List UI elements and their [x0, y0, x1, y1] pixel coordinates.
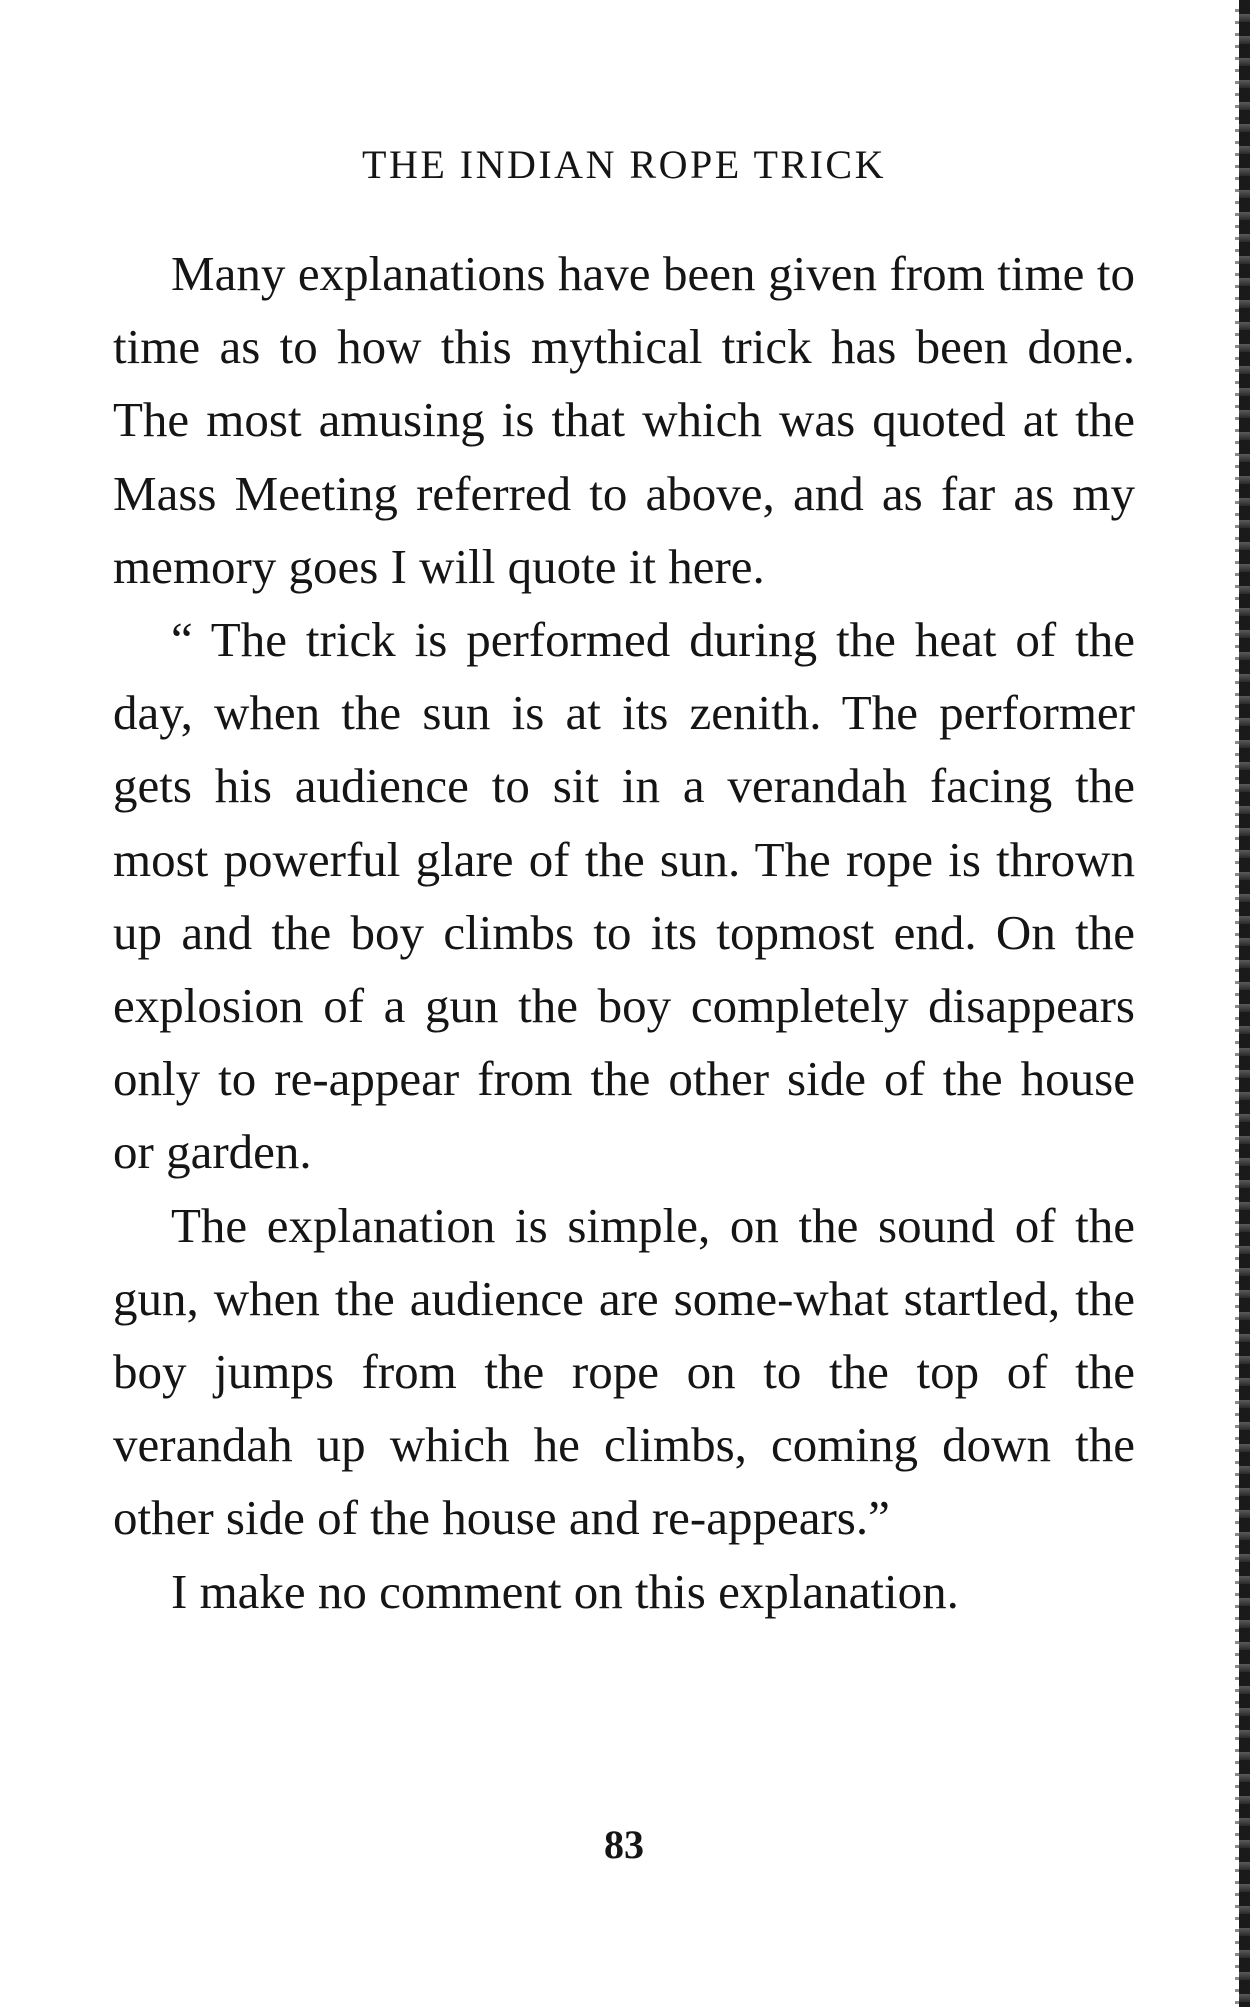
paragraph-trick-description: “ The trick is performed during the heat of the day, when the sun is at its zenith. The performer gets his audience to sit in a verandah facing the most powerful glare of the sun. The rope is thrown up and the boy climbs to its topmost end. On the explosion of a gun the boy completely disappears only to re-appear from the other side of the house or garden. — [113, 612, 1135, 1180]
page-number: 83 — [604, 1822, 644, 1867]
binding-edge — [1239, 0, 1250, 2007]
body-text — [113, 237, 1135, 1628]
paragraph-simple-explanation: The explanation is simple, on the sound of the gun, when the audience are some-what startled, the boy jumps from the rope on to the top of the verandah up which he climbs, coming down the other side of the house and re-appears.” — [113, 1197, 1135, 1546]
paragraph-explanations: Many explanations have been given from time to time as to how this mythical trick has been done. The most amusing is that which was quoted at the Mass Meeting referred to above, and as far as my memory goes I will quote it here. — [113, 246, 1135, 594]
paragraph-no-comment: I make no comment on this explanation. — [171, 1563, 959, 1619]
running-head: THE INDIAN ROPE TRICK — [362, 142, 886, 187]
